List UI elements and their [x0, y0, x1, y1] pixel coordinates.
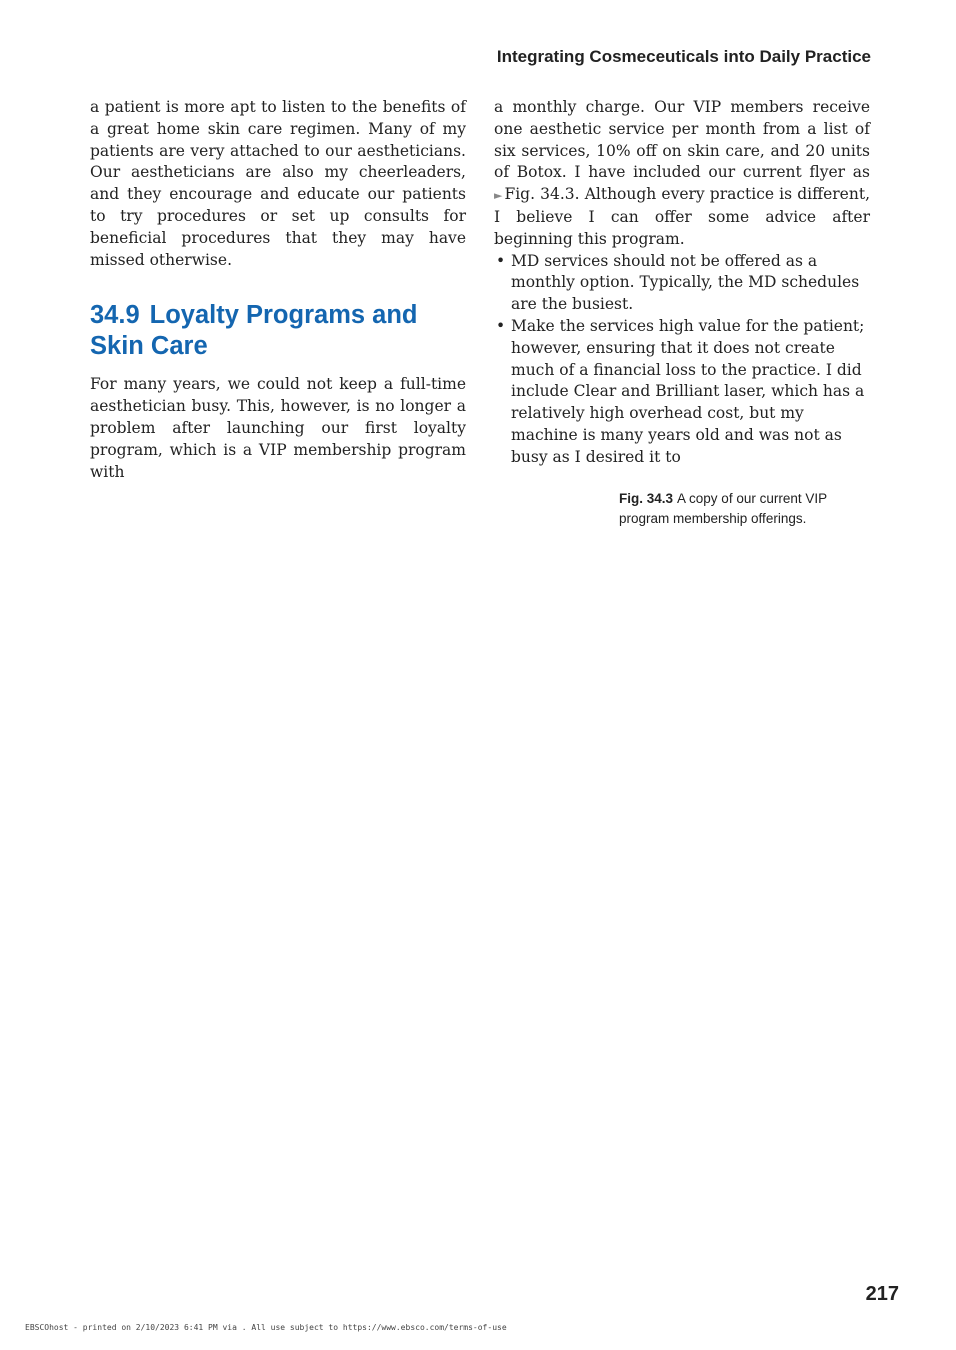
- left-column: [90, 97, 466, 483]
- right-column: [494, 97, 870, 469]
- section-heading: [90, 300, 466, 362]
- cross-reference-arrow-icon: ►: [494, 189, 503, 203]
- bullet-icon: •: [496, 316, 506, 335]
- section-title: Loyalty Programs and Skin Care: [90, 301, 418, 361]
- left-paragraph-1: a patient is more apt to listen to the benefits of a great home skin care regimen. Many of my patients are very attached to our aestheticians. Our aestheticians are also my cheerleaders, and they encourage and educate our patients to try procedures or set up consults for beneficial procedures that they may have missed otherwise.: [90, 98, 466, 269]
- right-paragraph-text-a: a monthly charge. Our VIP members receive one aesthetic service per month from a list of six services, 10% off on skin care, and 20 units of Botox. I have included our current flyer as: [494, 98, 870, 182]
- list-item: [494, 316, 870, 469]
- section-number: 34.9: [90, 301, 140, 330]
- bullet-icon: •: [496, 251, 506, 270]
- bullet-list: [494, 251, 870, 469]
- left-paragraph-2: For many years, we could not keep a full-time aesthetician busy. This, however, is no longer a problem after launching our first loyalty program, which is a VIP membership program with: [90, 375, 466, 481]
- list-item-text: MD services should not be offered as a monthly option. Typically, the MD schedules are the busiest.: [511, 251, 860, 314]
- figure-cross-reference[interactable]: Fig. 34.3: [504, 185, 575, 204]
- page-number: 217: [865, 1283, 899, 1305]
- figure-caption-text: A copy of our current VIP program membership offerings.: [619, 491, 827, 526]
- list-item-text: Make the services high value for the patient; however, ensuring that it does not create much of a financial loss to the practice. I did include Clear and Brilliant laser, which has a relatively high overhead cost, but my machine is many years old and was not as busy as I desired it to: [511, 316, 865, 466]
- figure-label: Fig. 34.3: [619, 491, 674, 506]
- list-item: [494, 251, 870, 316]
- print-footer: EBSCOhost - printed on 2/10/2023 6:41 PM via . All use subject to https://www.ebsco.com/terms-of-use: [25, 1323, 507, 1332]
- right-paragraph-1: [494, 97, 870, 251]
- right-paragraph-text-b: . Although every practice is different, I believe I can offer some advice after beginning this program.: [494, 185, 870, 248]
- figure-caption: [619, 489, 869, 529]
- running-title: Integrating Cosmeceuticals into Daily Practice: [496, 47, 871, 66]
